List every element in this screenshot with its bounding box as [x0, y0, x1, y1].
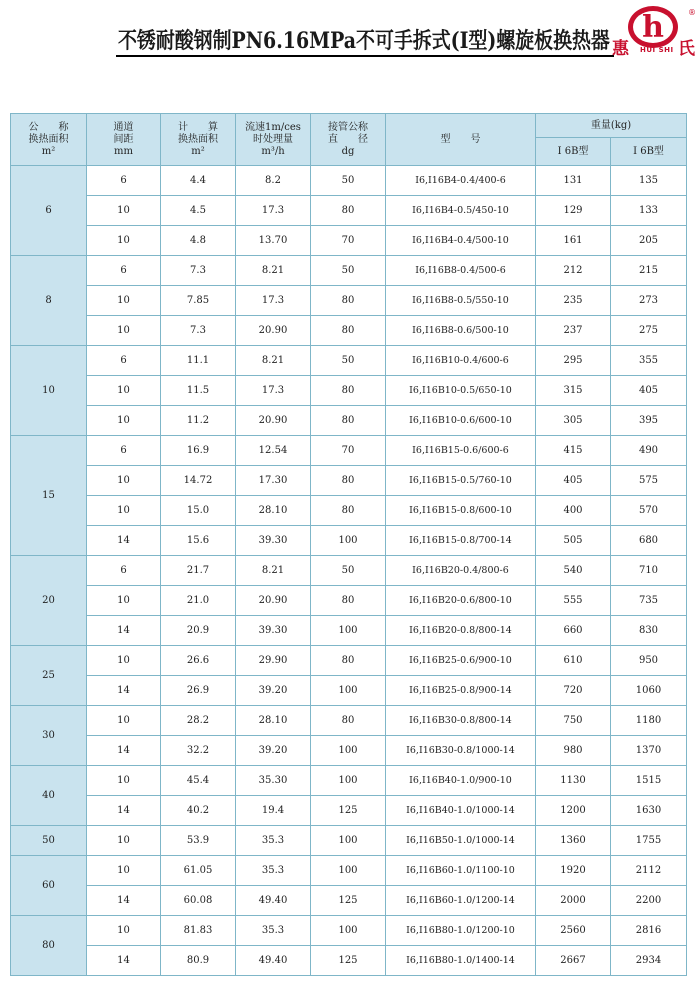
- table-row: [11, 436, 687, 466]
- cell-weight-type-1: 131: [536, 166, 611, 196]
- cell-pipe-diameter: 80: [311, 586, 386, 616]
- cell-model: I6,I16B10-0.4/600-6: [386, 346, 536, 376]
- cell-nominal-area: 25: [11, 646, 87, 706]
- table-row: [11, 556, 687, 586]
- cell-nominal-area: 50: [11, 826, 87, 856]
- cell-flow-capacity: 39.20: [236, 736, 311, 766]
- cell-calc-area: 28.2: [161, 706, 236, 736]
- cell-channel-gap: 10: [87, 406, 161, 436]
- cell-model: I6,I16B25-0.8/900-14: [386, 676, 536, 706]
- cell-model: I6,I16B60-1.0/1100-10: [386, 856, 536, 886]
- cell-calc-area: 11.5: [161, 376, 236, 406]
- table-row: [11, 496, 687, 526]
- table-row: [11, 646, 687, 676]
- cell-pipe-diameter: 80: [311, 646, 386, 676]
- cell-calc-area: 40.2: [161, 796, 236, 826]
- cell-calc-area: 21.0: [161, 586, 236, 616]
- cell-pipe-diameter: 70: [311, 226, 386, 256]
- cell-model: I6,I16B40-1.0/900-10: [386, 766, 536, 796]
- cell-flow-capacity: 28.10: [236, 496, 311, 526]
- cell-weight-type-2: 490: [611, 436, 687, 466]
- cell-weight-type-2: 710: [611, 556, 687, 586]
- table-row: [11, 526, 687, 556]
- cell-model: I6,I16B15-0.8/700-14: [386, 526, 536, 556]
- cell-calc-area: 20.9: [161, 616, 236, 646]
- cell-flow-capacity: 39.30: [236, 526, 311, 556]
- cell-weight-type-1: 555: [536, 586, 611, 616]
- cell-channel-gap: 14: [87, 796, 161, 826]
- cell-weight-type-1: 2000: [536, 886, 611, 916]
- cell-weight-type-1: 315: [536, 376, 611, 406]
- cell-pipe-diameter: 80: [311, 286, 386, 316]
- cell-pipe-diameter: 100: [311, 526, 386, 556]
- cell-channel-gap: 14: [87, 616, 161, 646]
- cell-weight-type-1: 237: [536, 316, 611, 346]
- cell-weight-type-1: 129: [536, 196, 611, 226]
- cell-channel-gap: 10: [87, 766, 161, 796]
- cell-model: I6,I16B20-0.4/800-6: [386, 556, 536, 586]
- cell-pipe-diameter: 80: [311, 316, 386, 346]
- cell-channel-gap: 10: [87, 286, 161, 316]
- cell-weight-type-2: 2112: [611, 856, 687, 886]
- cell-calc-area: 26.9: [161, 676, 236, 706]
- cell-flow-capacity: 20.90: [236, 586, 311, 616]
- cell-weight-type-2: 2934: [611, 946, 687, 976]
- cell-model: I6,I16B15-0.6/600-6: [386, 436, 536, 466]
- cell-model: I6,I16B30-0.8/800-14: [386, 706, 536, 736]
- cell-pipe-diameter: 125: [311, 886, 386, 916]
- cell-model: I6,I16B4-0.5/450-10: [386, 196, 536, 226]
- cell-channel-gap: 10: [87, 376, 161, 406]
- cell-flow-capacity: 20.90: [236, 316, 311, 346]
- cell-channel-gap: 10: [87, 496, 161, 526]
- cell-weight-type-1: 295: [536, 346, 611, 376]
- cell-weight-type-2: 405: [611, 376, 687, 406]
- cell-flow-capacity: 17.3: [236, 286, 311, 316]
- table-row: [11, 226, 687, 256]
- table-row: [11, 166, 687, 196]
- spec-table-body: [11, 166, 687, 976]
- cell-flow-capacity: 8.21: [236, 256, 311, 286]
- cell-flow-capacity: 35.3: [236, 916, 311, 946]
- cell-pipe-diameter: 80: [311, 706, 386, 736]
- cell-weight-type-2: 1370: [611, 736, 687, 766]
- table-row: [11, 796, 687, 826]
- cell-flow-capacity: 12.54: [236, 436, 311, 466]
- cell-flow-capacity: 39.30: [236, 616, 311, 646]
- cell-calc-area: 4.5: [161, 196, 236, 226]
- table-row: [11, 766, 687, 796]
- cell-channel-gap: 14: [87, 526, 161, 556]
- cell-calc-area: 60.08: [161, 886, 236, 916]
- table-row: [11, 256, 687, 286]
- cell-pipe-diameter: 125: [311, 796, 386, 826]
- cell-model: I6,I16B40-1.0/1000-14: [386, 796, 536, 826]
- cell-channel-gap: 10: [87, 856, 161, 886]
- cell-weight-type-1: 305: [536, 406, 611, 436]
- cell-model: I6,I16B8-0.6/500-10: [386, 316, 536, 346]
- cell-weight-type-1: 235: [536, 286, 611, 316]
- table-row: [11, 886, 687, 916]
- cell-flow-capacity: 20.90: [236, 406, 311, 436]
- cell-flow-capacity: 17.30: [236, 466, 311, 496]
- cell-model: I6,I16B60-1.0/1200-14: [386, 886, 536, 916]
- header-channel-gap: 通道 间距 mm: [87, 114, 161, 166]
- cell-pipe-diameter: 125: [311, 946, 386, 976]
- cell-nominal-area: 6: [11, 166, 87, 256]
- cell-flow-capacity: 49.40: [236, 946, 311, 976]
- cell-weight-type-2: 355: [611, 346, 687, 376]
- cell-model: I6,I16B80-1.0/1200-10: [386, 916, 536, 946]
- cell-channel-gap: 10: [87, 826, 161, 856]
- cell-weight-type-1: 610: [536, 646, 611, 676]
- logo-mark-letter: h: [642, 10, 664, 45]
- cell-calc-area: 61.05: [161, 856, 236, 886]
- cell-model: I6,I16B4-0.4/400-6: [386, 166, 536, 196]
- cell-pipe-diameter: 100: [311, 616, 386, 646]
- logo-en-text: HUI SHI: [640, 46, 674, 54]
- cell-pipe-diameter: 70: [311, 436, 386, 466]
- cell-calc-area: 15.0: [161, 496, 236, 526]
- cell-weight-type-2: 575: [611, 466, 687, 496]
- cell-weight-type-2: 735: [611, 586, 687, 616]
- cell-channel-gap: 10: [87, 916, 161, 946]
- cell-pipe-diameter: 50: [311, 556, 386, 586]
- table-row: [11, 856, 687, 886]
- brand-logo: [612, 2, 700, 68]
- cell-calc-area: 21.7: [161, 556, 236, 586]
- cell-weight-type-1: 720: [536, 676, 611, 706]
- cell-weight-type-1: 2667: [536, 946, 611, 976]
- cell-weight-type-2: 133: [611, 196, 687, 226]
- cell-pipe-diameter: 80: [311, 466, 386, 496]
- cell-channel-gap: 6: [87, 346, 161, 376]
- header-flow-capacity: 流速1m/ces 时处理量 m³/h: [236, 114, 311, 166]
- cell-flow-capacity: 17.3: [236, 376, 311, 406]
- cell-flow-capacity: 29.90: [236, 646, 311, 676]
- cell-weight-type-1: 2560: [536, 916, 611, 946]
- header-weight-type-1: I 6B型: [536, 138, 611, 166]
- cell-model: I6,I16B15-0.5/760-10: [386, 466, 536, 496]
- cell-flow-capacity: 35.3: [236, 826, 311, 856]
- cell-weight-type-1: 1200: [536, 796, 611, 826]
- cell-weight-type-2: 1630: [611, 796, 687, 826]
- cell-channel-gap: 6: [87, 436, 161, 466]
- cell-pipe-diameter: 100: [311, 766, 386, 796]
- cell-calc-area: 4.4: [161, 166, 236, 196]
- header-weight: 重量(kg): [536, 114, 687, 138]
- title-underline: [116, 55, 614, 57]
- table-row: [11, 706, 687, 736]
- cell-weight-type-1: 212: [536, 256, 611, 286]
- cell-calc-area: 80.9: [161, 946, 236, 976]
- cell-flow-capacity: 8.21: [236, 556, 311, 586]
- cell-flow-capacity: 39.20: [236, 676, 311, 706]
- table-row: [11, 196, 687, 226]
- cell-pipe-diameter: 100: [311, 856, 386, 886]
- cell-nominal-area: 8: [11, 256, 87, 346]
- cell-nominal-area: 80: [11, 916, 87, 976]
- cell-model: I6,I16B4-0.4/500-10: [386, 226, 536, 256]
- table-row: [11, 406, 687, 436]
- cell-pipe-diameter: 80: [311, 406, 386, 436]
- table-row: [11, 946, 687, 976]
- header-nominal-area: 公 称 换热面积 m²: [11, 114, 87, 166]
- cell-nominal-area: 20: [11, 556, 87, 646]
- cell-calc-area: 45.4: [161, 766, 236, 796]
- cell-channel-gap: 10: [87, 226, 161, 256]
- cell-calc-area: 14.72: [161, 466, 236, 496]
- cell-channel-gap: 10: [87, 196, 161, 226]
- cell-pipe-diameter: 50: [311, 256, 386, 286]
- cell-flow-capacity: 8.2: [236, 166, 311, 196]
- cell-pipe-diameter: 100: [311, 736, 386, 766]
- cell-flow-capacity: 35.3: [236, 856, 311, 886]
- cell-pipe-diameter: 100: [311, 916, 386, 946]
- table-row: [11, 616, 687, 646]
- cell-model: I6,I16B15-0.8/600-10: [386, 496, 536, 526]
- cell-weight-type-2: 680: [611, 526, 687, 556]
- table-row: [11, 586, 687, 616]
- cell-calc-area: 16.9: [161, 436, 236, 466]
- cell-pipe-diameter: 50: [311, 346, 386, 376]
- cell-model: I6,I16B20-0.6/800-10: [386, 586, 536, 616]
- cell-model: I6,I16B20-0.8/800-14: [386, 616, 536, 646]
- cell-channel-gap: 14: [87, 886, 161, 916]
- cell-weight-type-2: 215: [611, 256, 687, 286]
- cell-pipe-diameter: 50: [311, 166, 386, 196]
- cell-calc-area: 11.2: [161, 406, 236, 436]
- cell-channel-gap: 14: [87, 946, 161, 976]
- logo-cn-left: 惠: [612, 39, 629, 59]
- cell-pipe-diameter: 100: [311, 676, 386, 706]
- header-weight-type-2: I 6B型: [611, 138, 687, 166]
- cell-weight-type-1: 1130: [536, 766, 611, 796]
- cell-pipe-diameter: 80: [311, 376, 386, 406]
- cell-model: I6,I16B8-0.5/550-10: [386, 286, 536, 316]
- cell-weight-type-1: 405: [536, 466, 611, 496]
- cell-weight-type-2: 1060: [611, 676, 687, 706]
- cell-flow-capacity: 19.4: [236, 796, 311, 826]
- cell-weight-type-2: 1515: [611, 766, 687, 796]
- cell-channel-gap: 10: [87, 706, 161, 736]
- cell-weight-type-1: 980: [536, 736, 611, 766]
- cell-channel-gap: 10: [87, 586, 161, 616]
- cell-nominal-area: 15: [11, 436, 87, 556]
- cell-channel-gap: 10: [87, 466, 161, 496]
- cell-calc-area: 26.6: [161, 646, 236, 676]
- cell-nominal-area: 40: [11, 766, 87, 826]
- cell-flow-capacity: 49.40: [236, 886, 311, 916]
- cell-weight-type-1: 415: [536, 436, 611, 466]
- cell-calc-area: 11.1: [161, 346, 236, 376]
- cell-weight-type-2: 135: [611, 166, 687, 196]
- header-calc-area: 计 算 换热面积 m²: [161, 114, 236, 166]
- cell-weight-type-2: 395: [611, 406, 687, 436]
- cell-model: I6,I16B80-1.0/1400-14: [386, 946, 536, 976]
- table-row: [11, 676, 687, 706]
- cell-model: I6,I16B8-0.4/500-6: [386, 256, 536, 286]
- table-row: [11, 826, 687, 856]
- cell-calc-area: 4.8: [161, 226, 236, 256]
- cell-weight-type-2: 2200: [611, 886, 687, 916]
- cell-weight-type-2: 950: [611, 646, 687, 676]
- cell-weight-type-1: 1360: [536, 826, 611, 856]
- cell-calc-area: 53.9: [161, 826, 236, 856]
- logo-cn-right: 氏: [678, 39, 695, 59]
- table-row: [11, 316, 687, 346]
- cell-flow-capacity: 17.3: [236, 196, 311, 226]
- cell-model: I6,I16B25-0.6/900-10: [386, 646, 536, 676]
- cell-flow-capacity: 28.10: [236, 706, 311, 736]
- cell-channel-gap: 6: [87, 166, 161, 196]
- table-row: [11, 916, 687, 946]
- cell-calc-area: 7.85: [161, 286, 236, 316]
- cell-channel-gap: 14: [87, 676, 161, 706]
- cell-weight-type-1: 540: [536, 556, 611, 586]
- cell-calc-area: 15.6: [161, 526, 236, 556]
- cell-weight-type-2: 1755: [611, 826, 687, 856]
- cell-calc-area: 32.2: [161, 736, 236, 766]
- spec-table-header: [11, 114, 687, 166]
- cell-weight-type-1: 161: [536, 226, 611, 256]
- cell-channel-gap: 10: [87, 646, 161, 676]
- cell-channel-gap: 6: [87, 556, 161, 586]
- table-row: [11, 736, 687, 766]
- cell-weight-type-1: 1920: [536, 856, 611, 886]
- cell-weight-type-2: 1180: [611, 706, 687, 736]
- cell-flow-capacity: 8.21: [236, 346, 311, 376]
- cell-calc-area: 7.3: [161, 316, 236, 346]
- table-row: [11, 376, 687, 406]
- cell-nominal-area: 30: [11, 706, 87, 766]
- cell-weight-type-2: 2816: [611, 916, 687, 946]
- cell-pipe-diameter: 100: [311, 826, 386, 856]
- cell-channel-gap: 14: [87, 736, 161, 766]
- table-row: [11, 346, 687, 376]
- cell-weight-type-2: 830: [611, 616, 687, 646]
- cell-weight-type-2: 570: [611, 496, 687, 526]
- page-title: 不锈耐酸钢制PN6.16MPa不可手拆式(I型)螺旋板换热器: [118, 28, 610, 54]
- cell-model: I6,I16B10-0.5/650-10: [386, 376, 536, 406]
- table-row: [11, 286, 687, 316]
- cell-model: I6,I16B10-0.6/600-10: [386, 406, 536, 436]
- cell-weight-type-2: 273: [611, 286, 687, 316]
- cell-flow-capacity: 13.70: [236, 226, 311, 256]
- table-row: [11, 466, 687, 496]
- cell-calc-area: 81.83: [161, 916, 236, 946]
- cell-flow-capacity: 35.30: [236, 766, 311, 796]
- cell-channel-gap: 10: [87, 316, 161, 346]
- header-model: 型 号: [386, 114, 536, 166]
- logo-h-emblem-icon: [626, 4, 680, 50]
- header-pipe-diameter: 接管公称 直 径 dg: [311, 114, 386, 166]
- page-header: [0, 0, 700, 70]
- cell-weight-type-1: 660: [536, 616, 611, 646]
- cell-calc-area: 7.3: [161, 256, 236, 286]
- cell-weight-type-2: 205: [611, 226, 687, 256]
- cell-model: I6,I16B50-1.0/1000-14: [386, 826, 536, 856]
- spec-table: [10, 113, 687, 976]
- cell-weight-type-2: 275: [611, 316, 687, 346]
- cell-weight-type-1: 505: [536, 526, 611, 556]
- cell-pipe-diameter: 80: [311, 196, 386, 226]
- cell-nominal-area: 10: [11, 346, 87, 436]
- cell-pipe-diameter: 80: [311, 496, 386, 526]
- cell-weight-type-1: 750: [536, 706, 611, 736]
- cell-model: I6,I16B30-0.8/1000-14: [386, 736, 536, 766]
- registered-mark: ®: [688, 8, 696, 17]
- cell-weight-type-1: 400: [536, 496, 611, 526]
- cell-channel-gap: 6: [87, 256, 161, 286]
- cell-nominal-area: 60: [11, 856, 87, 916]
